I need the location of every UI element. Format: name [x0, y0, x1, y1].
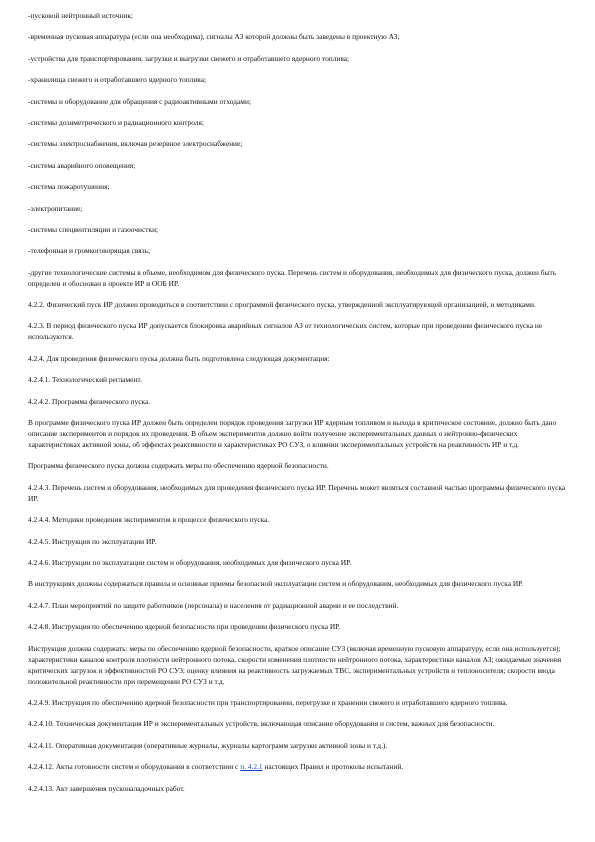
clause-4-2-4-12 — [28, 761, 568, 772]
list-item-fuel-transport: -устройства для транспортирования, загрузки и выгрузки свежего и отработавшего ядерного топлива; — [28, 53, 350, 63]
clause-4-2-3: 4.2.3. В период физического пуска ИР допускается блокировка аварийных сигналов АЗ от технологических систем, которые при проведении физического пуска не используются. — [28, 321, 543, 342]
clause-4-2-4-1: 4.2.4.1. Технологический регламент. — [28, 375, 142, 385]
clause-4-2-4-9: 4.2.4.9. Инструкция по обеспечению ядерной безопасности при транспортировании, перегрузке и хранении свежего и отработавшего ядерного топлива. — [28, 697, 508, 707]
list-item-communication: -телефонная и громкоговорящая связь; — [28, 246, 151, 256]
list-item-fire: -система пожаротушения; — [28, 182, 110, 192]
list-item-alarm: -система аварийного оповещения; — [28, 160, 136, 170]
clause-4-2-4-10: 4.2.4.10. Техническая документация ИР и экспериментальных устройств, включающая описание оборудования и систем, важных для безопасности. — [28, 719, 495, 729]
clause-4-2-4-11: 4.2.4.11. Оперативная документация (оперативные журналы, журналы картограмм загрузки активной зоны и т.д.). — [28, 740, 388, 750]
clause-4-2-4-7: 4.2.4.7. План мероприятий по защите работников (персонала) и населения от радиационной аварии и ее последствий. — [28, 600, 399, 610]
clause-4-2-4-2: 4.2.4.2. Программа физического пуска. — [28, 396, 151, 406]
clause-4-2-4-3: 4.2.4.3. Перечень систем и оборудования, необходимых для проведения физического пуска ИР. Перечень может являться составной частью программы физического пуска ИР. — [28, 482, 566, 503]
program-safety: Программа физического пуска должна содержать меры по обеспечению ядерной безопасности. — [28, 461, 329, 471]
clause-4-2-4-13: 4.2.4.13. Акт завершения пусконаладочных работ. — [28, 783, 185, 793]
clause-4-2-4-6: 4.2.4.6. Инструкции по эксплуатации систем и оборудования, необходимых для физического пуска ИР. — [28, 557, 352, 567]
clause-reference-link[interactable]: п. 4.2.1 — [240, 762, 263, 772]
clause-4-2-2: 4.2.2. Физический пуск ИР должен проводиться в соответствии с программой физического пуска, утвержденной эксплуатирующей организацией, и методиками. — [28, 300, 536, 310]
list-item-other-systems: -другие технологические системы в объеме, необходимом для физического пуска. Перечень систем и оборудования, необходимых для физического пуска, должен быть определен и обоснован в проекте ИР и ООБ ИР. — [28, 267, 557, 288]
list-item-electric: -электропитание; — [28, 203, 83, 213]
clause-4-2-4-12-text-before: 4.2.4.12. Акты готовности систем и оборудования в соответствии с — [28, 762, 241, 772]
program-description: В программе физического пуска ИР должен быть определен порядок проведения загрузки ИР ядерным топливом и выхода в критическое состояние, должно быть дано описание экспериментов и порядок их проведения. В объем экспериментов должно войти получение экспериментальных данных о нейтронно-физических характеристиках активной зоны, об эффектах реактивности и характеристиках РО СУЗ, о влиянии экспериментальных устройств на реактивность ИР и т.д. — [28, 418, 557, 450]
instructions-content: В инструкциях должны содержаться правила и основные приемы безопасной эксплуатации систем и оборудования, необходимых для физического пуска ИР. — [28, 579, 524, 589]
list-item-startup-equipment: -временная пусковая аппаратура (если она необходима), сигналы АЗ которой должны быть заведены в проектную АЗ; — [28, 32, 400, 42]
list-item-dosimetry: -системы дозиметрического и радиационного контроля; — [28, 117, 204, 127]
document-page — [28, 10, 568, 804]
clause-4-2-4-12-text-after: настоящих Правил и протоколы испытаний. — [262, 762, 404, 772]
clause-4-2-4-5: 4.2.4.5. Инструкция по эксплуатации ИР. — [28, 536, 157, 546]
clause-4-2-4-4: 4.2.4.4. Методики проведения экспериментов в процессе физического пуска. — [28, 515, 270, 525]
clause-4-2-4-8: 4.2.4.8. Инструкция по обеспечению ядерной безопасности при проведении физического пуска ИР. — [28, 622, 341, 632]
list-item-neutron-source: -пусковой нейтронный источник; — [28, 11, 133, 20]
list-item-power-supply: -системы электроснабжения, включая резервное электроснабжение; — [28, 139, 243, 149]
list-item-fuel-storage: -хранилища свежего и отработавшего ядерного топлива; — [28, 75, 207, 85]
clause-4-2-4: 4.2.4. Для проведения физического пуска должна быть подготовлена следующая документация: — [28, 353, 330, 363]
list-item-radwaste-systems: -системы и оборудование для обращения с радиоактивными отходами; — [28, 96, 251, 106]
safety-instruction-content: Инструкция должна содержать: меры по обеспечению ядерной безопасности, краткое описание СУЗ (включая временную пусковую аппаратуру, если она используется); характеристики каналов контроля плотности нейтронного потока, скорости изменения плотности нейтронного потока, характеристики каналов АЗ; ожидаемые значения критических загрузок и эффективностей РО СУЗ; оценку влияния на реактивность загружаемых ТВС, экспериментальных устройств и теплоносителя; скорости ввода положительной реактивности при перемещении РО СУЗ и т.д. — [28, 643, 562, 686]
list-item-ventilation: -системы спецвентиляции и газоочистки; — [28, 224, 159, 234]
